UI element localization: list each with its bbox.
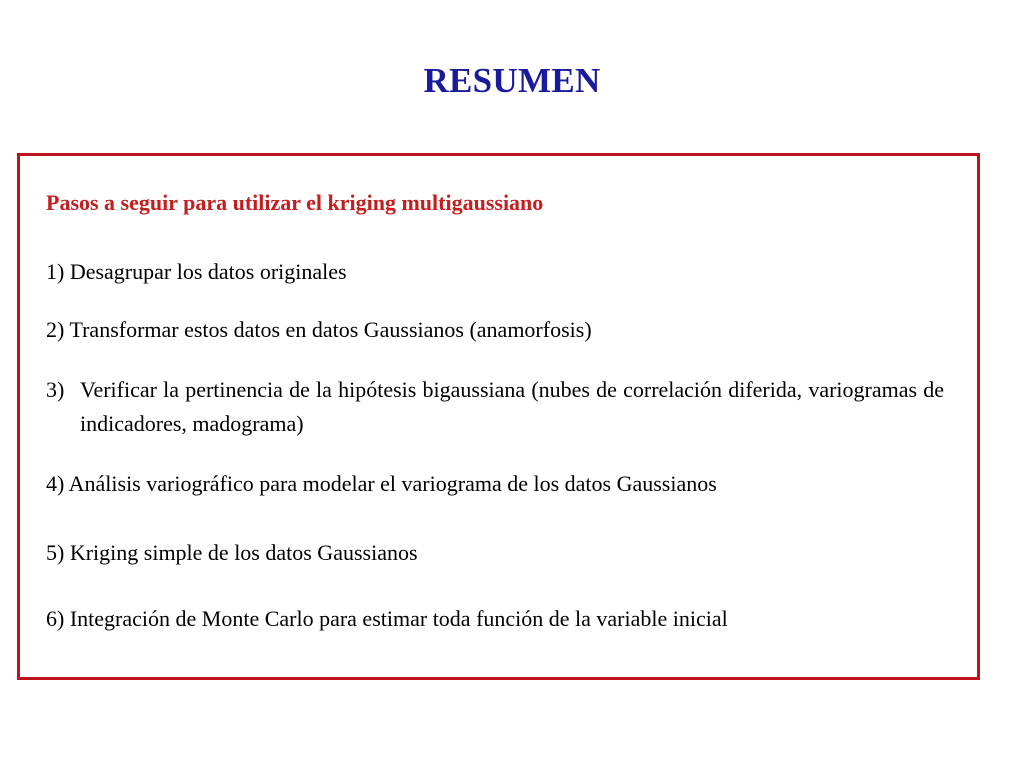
slide-title: RESUMEN	[423, 61, 601, 100]
step-4-text: Análisis variográfico para modelar el variograma de los datos Gaussianos	[68, 471, 717, 496]
step-4-number: 4)	[46, 471, 65, 496]
step-5-number: 5)	[46, 540, 65, 565]
step-2-number: 2)	[46, 317, 65, 342]
step-6	[46, 602, 944, 636]
step-6-number: 6)	[46, 606, 65, 631]
step-2	[46, 313, 944, 347]
step-3	[46, 373, 944, 441]
step-6-text: Integración de Monte Carlo para estimar toda función de la variable inicial	[69, 606, 728, 631]
step-5-text: Kriging simple de los datos Gaussianos	[69, 540, 418, 565]
summary-subtitle: Pasos a seguir para utilizar el kriging multigaussiano	[46, 190, 544, 215]
step-1-number: 1)	[46, 259, 65, 284]
step-1	[46, 255, 944, 289]
step-1-text: Desagrupar los datos originales	[69, 259, 347, 284]
step-2-text: Transformar estos datos en datos Gaussianos (anamorfosis)	[69, 317, 592, 342]
step-3-text: Verificar la pertinencia de la hipótesis bigaussiana (nubes de correlación diferida, variogramas de indicadores, madograma)	[80, 377, 944, 436]
step-4	[46, 467, 944, 501]
step-5	[46, 536, 944, 570]
step-3-number: 3)	[46, 377, 65, 402]
